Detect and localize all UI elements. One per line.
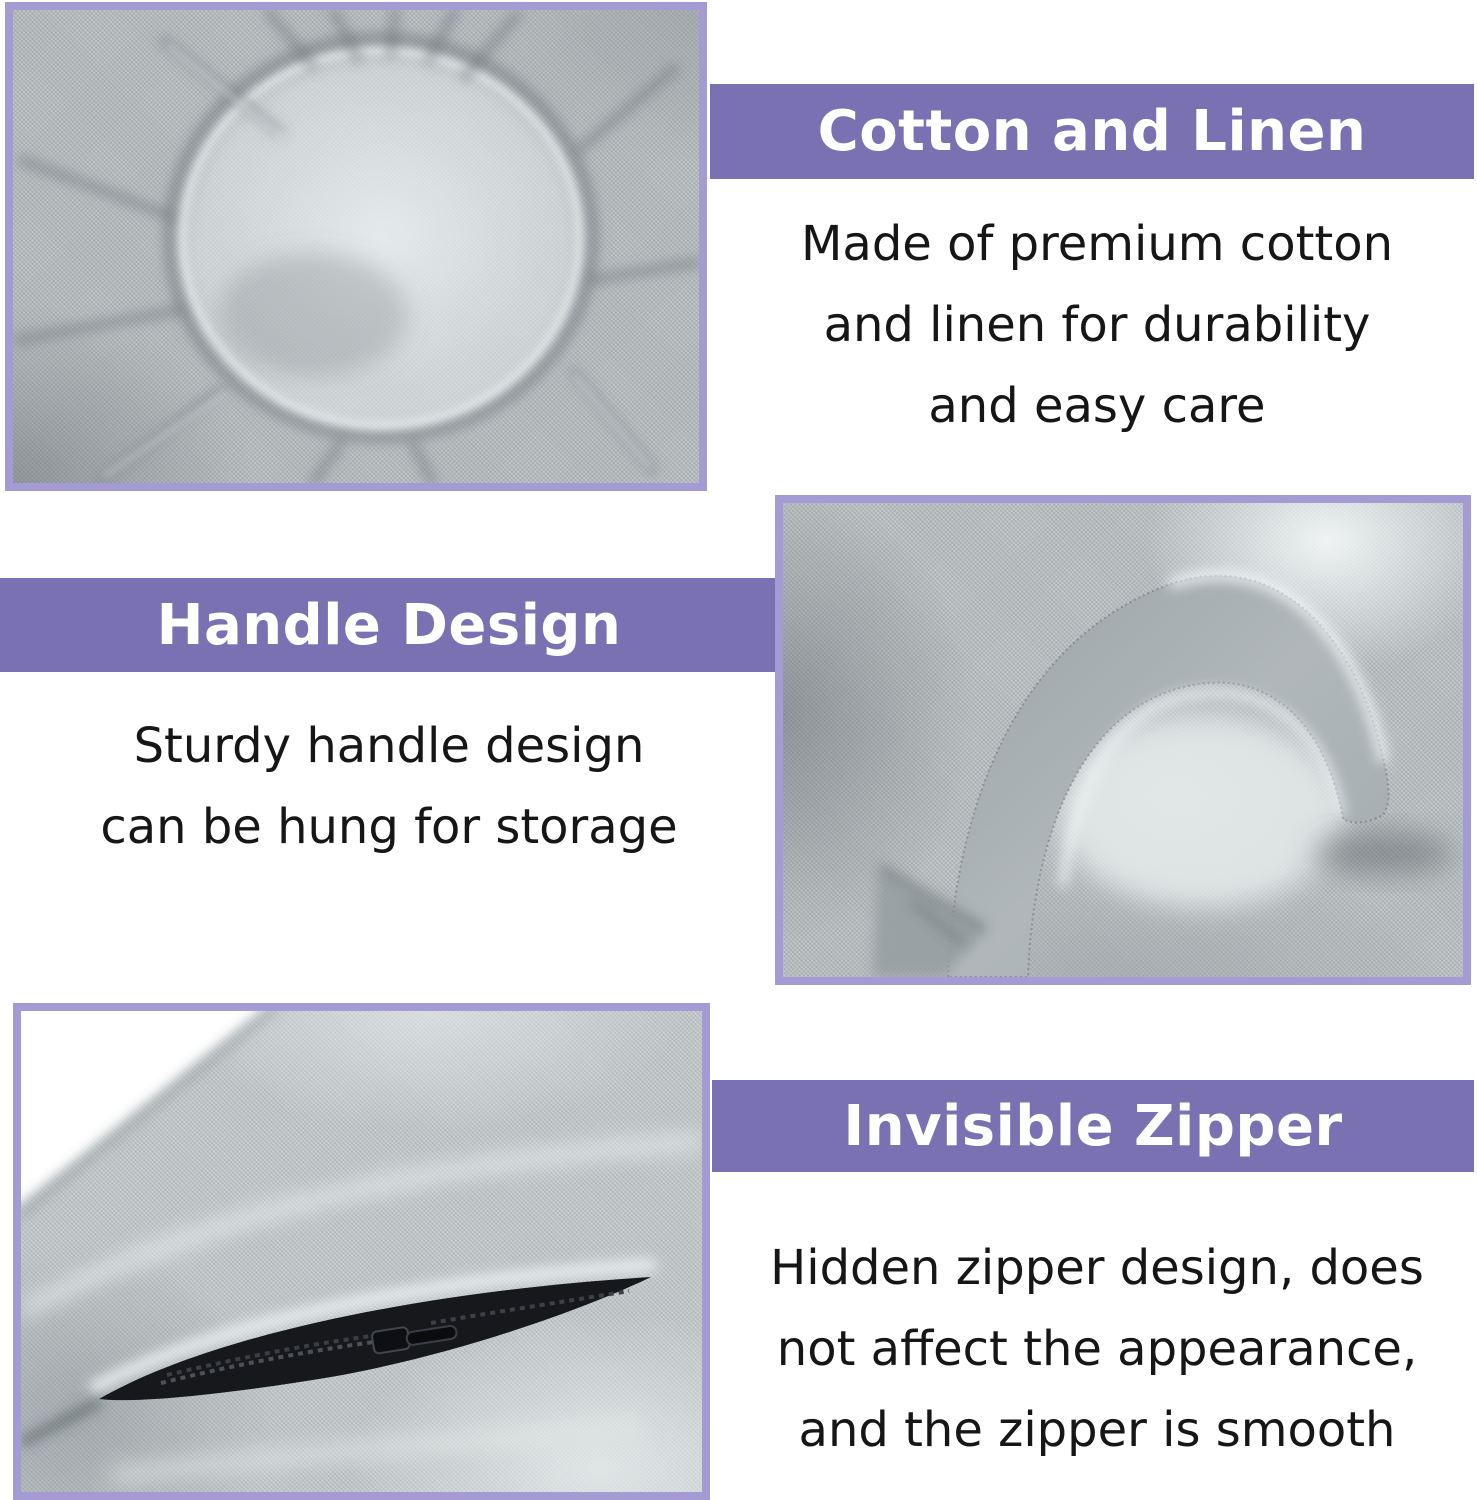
banner-title: Invisible Zipper	[843, 1093, 1343, 1159]
handle-arch-illustration	[783, 503, 1463, 977]
description-line: and the zipper is smooth	[798, 1402, 1396, 1458]
description-line: Sturdy handle design	[133, 718, 645, 774]
description-line: can be hung for storage	[100, 799, 678, 855]
description-invisible-zipper	[717, 1228, 1477, 1471]
photo-invisible-zipper	[13, 1003, 710, 1500]
photo-cotton-linen-fabric	[5, 2, 707, 491]
banner-invisible-zipper	[712, 1080, 1474, 1172]
description-line: not affect the appearance,	[776, 1321, 1418, 1377]
description-cotton-and-linen	[717, 204, 1477, 447]
description-line: and easy care	[928, 378, 1266, 434]
banner-cotton-and-linen	[710, 84, 1474, 179]
description-line: Made of premium cotton	[800, 216, 1393, 272]
banner-handle-design	[0, 578, 778, 672]
description-line: and linen for durability	[823, 297, 1371, 353]
description-handle-design	[0, 706, 778, 868]
description-line: Hidden zipper design, does	[770, 1240, 1424, 1296]
banner-title: Handle Design	[156, 592, 622, 658]
zipper-opening-illustration	[21, 1011, 702, 1492]
banner-title: Cotton and Linen	[817, 99, 1367, 164]
cushion-circle-seam-illustration	[13, 10, 699, 483]
photo-fabric-handle	[775, 495, 1471, 985]
